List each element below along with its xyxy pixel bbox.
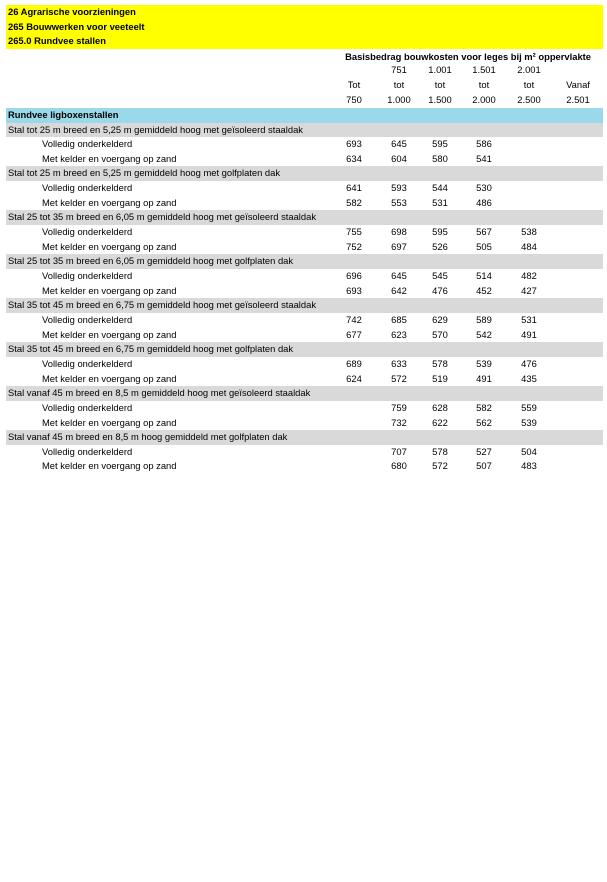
table-row xyxy=(6,196,603,211)
group-label: Stal vanaf 45 m breed en 8,5 m hoog gemiddeld met golfplaten dak xyxy=(8,431,288,443)
group-label: Stal 25 tot 35 m breed en 6,05 m gemiddeld hoog met golfplaten dak xyxy=(8,255,294,267)
table-row xyxy=(6,459,603,474)
value-cell: 476 xyxy=(521,357,537,369)
value-cell: 732 xyxy=(391,416,407,428)
value-cell: 593 xyxy=(391,182,407,194)
value-cell: 539 xyxy=(476,357,492,369)
value-cell: 641 xyxy=(346,182,362,194)
column-header-line: 2.001 xyxy=(517,64,541,75)
table-row xyxy=(6,240,603,255)
table-row xyxy=(6,137,603,152)
value-cell: 530 xyxy=(476,182,492,194)
row-label: Met kelder en voergang op zand xyxy=(42,196,177,208)
value-cell: 634 xyxy=(346,152,362,164)
row-label: Met kelder en voergang op zand xyxy=(42,284,177,296)
row-label: Volledig onderkelderd xyxy=(42,182,133,194)
value-cell: 570 xyxy=(432,328,448,340)
column-header-line: tot xyxy=(478,79,490,90)
value-cell: 526 xyxy=(432,240,448,252)
section-title: Rundvee ligboxenstallen xyxy=(8,109,119,120)
group-row xyxy=(6,210,603,225)
table-row xyxy=(6,269,603,284)
value-cell: 544 xyxy=(432,182,448,194)
group-label: Stal tot 25 m breed en 5,25 m gemiddeld hoog met geïsoleerd staaldak xyxy=(8,123,303,135)
value-cell: 476 xyxy=(432,284,448,296)
column-header-line: 750 xyxy=(346,94,362,105)
value-cell: 452 xyxy=(476,284,492,296)
row-label: Met kelder en voergang op zand xyxy=(42,372,177,384)
group-label: Stal vanaf 45 m breed en 8,5 m gemiddeld hoog met geïsoleerd staaldak xyxy=(8,387,311,399)
column-header-line: tot xyxy=(393,79,405,90)
group-row xyxy=(6,166,603,181)
value-cell: 519 xyxy=(432,372,448,384)
column-header-line: Tot xyxy=(347,79,361,90)
value-cell: 435 xyxy=(521,372,537,384)
table-row xyxy=(6,284,603,299)
value-cell: 541 xyxy=(476,152,492,164)
value-cell: 622 xyxy=(432,416,448,428)
column-header-line: 1.500 xyxy=(428,94,452,105)
row-label: Met kelder en voergang op zand xyxy=(42,240,177,252)
value-cell: 527 xyxy=(476,445,492,457)
table-row xyxy=(6,328,603,343)
value-cell: 604 xyxy=(391,152,407,164)
value-cell: 542 xyxy=(476,328,492,340)
value-cell: 645 xyxy=(391,138,407,150)
table-header-title: Basisbedrag bouwkosten voor leges bij m² oppervlakte xyxy=(345,51,591,62)
value-cell: 645 xyxy=(391,270,407,281)
value-cell: 504 xyxy=(521,445,537,457)
column-header-line: tot xyxy=(523,79,535,90)
section-title-row xyxy=(6,108,603,123)
value-cell: 538 xyxy=(521,226,537,238)
row-label: Volledig onderkelderd xyxy=(42,270,133,281)
value-cell: 697 xyxy=(391,240,407,252)
table-row xyxy=(6,181,603,196)
table-row xyxy=(6,152,603,167)
value-cell: 507 xyxy=(476,460,492,472)
value-cell: 629 xyxy=(432,313,448,325)
table-row xyxy=(6,225,603,240)
row-label: Volledig onderkelderd xyxy=(42,357,133,369)
value-cell: 483 xyxy=(521,460,537,472)
table-row xyxy=(6,401,603,416)
group-row xyxy=(6,298,603,313)
chapter-title: 26 Agrarische voorzieningen xyxy=(8,6,136,17)
group-label: Stal 25 tot 35 m breed en 6,05 m gemiddeld hoog met geïsoleerd staaldak xyxy=(8,211,317,223)
value-cell: 482 xyxy=(521,270,537,281)
value-cell: 582 xyxy=(476,401,492,413)
value-cell: 559 xyxy=(521,401,537,413)
value-cell: 586 xyxy=(476,138,492,150)
value-cell: 624 xyxy=(346,372,362,384)
value-cell: 707 xyxy=(391,445,407,457)
group-row xyxy=(6,254,603,269)
value-cell: 572 xyxy=(432,460,448,472)
value-cell: 680 xyxy=(391,460,407,472)
value-cell: 623 xyxy=(391,328,407,340)
group-label: Stal tot 25 m breed en 5,25 m gemiddeld hoog met golfplaten dak xyxy=(8,167,281,179)
table-row xyxy=(6,445,603,460)
row-label: Volledig onderkelderd xyxy=(42,138,133,150)
group-row xyxy=(6,342,603,357)
column-header-line: 1.501 xyxy=(472,64,496,75)
row-label: Volledig onderkelderd xyxy=(42,445,133,457)
value-cell: 580 xyxy=(432,152,448,164)
column-header-line: 1.000 xyxy=(387,94,411,105)
value-cell: 742 xyxy=(346,313,362,325)
group-label: Stal 35 tot 45 m breed en 6,75 m gemiddeld hoog met geïsoleerd staaldak xyxy=(8,299,317,311)
value-cell: 689 xyxy=(346,357,362,369)
category-title: 265 Bouwwerken voor veeteelt xyxy=(8,20,145,32)
value-cell: 553 xyxy=(391,196,407,208)
row-label: Volledig onderkelderd xyxy=(42,226,133,238)
row-label: Volledig onderkelderd xyxy=(42,401,133,413)
value-cell: 545 xyxy=(432,270,448,281)
value-cell: 491 xyxy=(476,372,492,384)
value-cell: 567 xyxy=(476,226,492,238)
value-cell: 693 xyxy=(346,138,362,150)
row-label: Met kelder en voergang op zand xyxy=(42,152,177,164)
subcategory-title: 265.0 Rundvee stallen xyxy=(8,35,106,46)
value-cell: 531 xyxy=(521,313,537,325)
column-header-line: 1.001 xyxy=(428,64,452,75)
value-cell: 505 xyxy=(476,240,492,252)
value-cell: 491 xyxy=(521,328,537,340)
table-row xyxy=(6,372,603,387)
value-cell: 685 xyxy=(391,313,407,325)
column-header-line: Vanaf xyxy=(566,79,590,90)
value-cell: 696 xyxy=(346,270,362,281)
value-cell: 677 xyxy=(346,328,362,340)
value-cell: 484 xyxy=(521,240,537,252)
table-row xyxy=(6,416,603,431)
row-label: Met kelder en voergang op zand xyxy=(42,460,177,472)
value-cell: 589 xyxy=(476,313,492,325)
row-label: Met kelder en voergang op zand xyxy=(42,416,177,428)
column-header-line: 2.500 xyxy=(517,94,541,105)
value-cell: 693 xyxy=(346,284,362,296)
value-cell: 486 xyxy=(476,196,492,208)
value-cell: 698 xyxy=(391,226,407,238)
column-header-line: 751 xyxy=(391,64,407,75)
title-block xyxy=(6,5,603,49)
value-cell: 562 xyxy=(476,416,492,428)
value-cell: 642 xyxy=(391,284,407,296)
value-cell: 539 xyxy=(521,416,537,428)
value-cell: 633 xyxy=(391,357,407,369)
value-cell: 759 xyxy=(391,401,407,413)
row-label: Met kelder en voergang op zand xyxy=(42,328,177,340)
group-row xyxy=(6,386,603,401)
column-header-line: tot xyxy=(434,79,446,90)
row-label: Volledig onderkelderd xyxy=(42,313,133,325)
value-cell: 752 xyxy=(346,240,362,252)
value-cell: 578 xyxy=(432,445,448,457)
group-row xyxy=(6,430,603,445)
group-label: Stal 35 tot 45 m breed en 6,75 m gemiddeld hoog met golfplaten dak xyxy=(8,343,294,355)
value-cell: 755 xyxy=(346,226,362,238)
value-cell: 595 xyxy=(432,138,448,150)
value-cell: 595 xyxy=(432,226,448,238)
column-header-line: 2.000 xyxy=(472,94,496,105)
table-row xyxy=(6,313,603,328)
value-cell: 582 xyxy=(346,196,362,208)
table-row xyxy=(6,357,603,372)
value-cell: 531 xyxy=(432,196,448,208)
value-cell: 628 xyxy=(432,401,448,413)
value-cell: 514 xyxy=(476,270,492,281)
value-cell: 578 xyxy=(432,357,448,369)
column-header-line: 2.501 xyxy=(566,94,590,105)
group-row xyxy=(6,123,603,138)
value-cell: 572 xyxy=(391,372,407,384)
value-cell: 427 xyxy=(521,284,537,296)
